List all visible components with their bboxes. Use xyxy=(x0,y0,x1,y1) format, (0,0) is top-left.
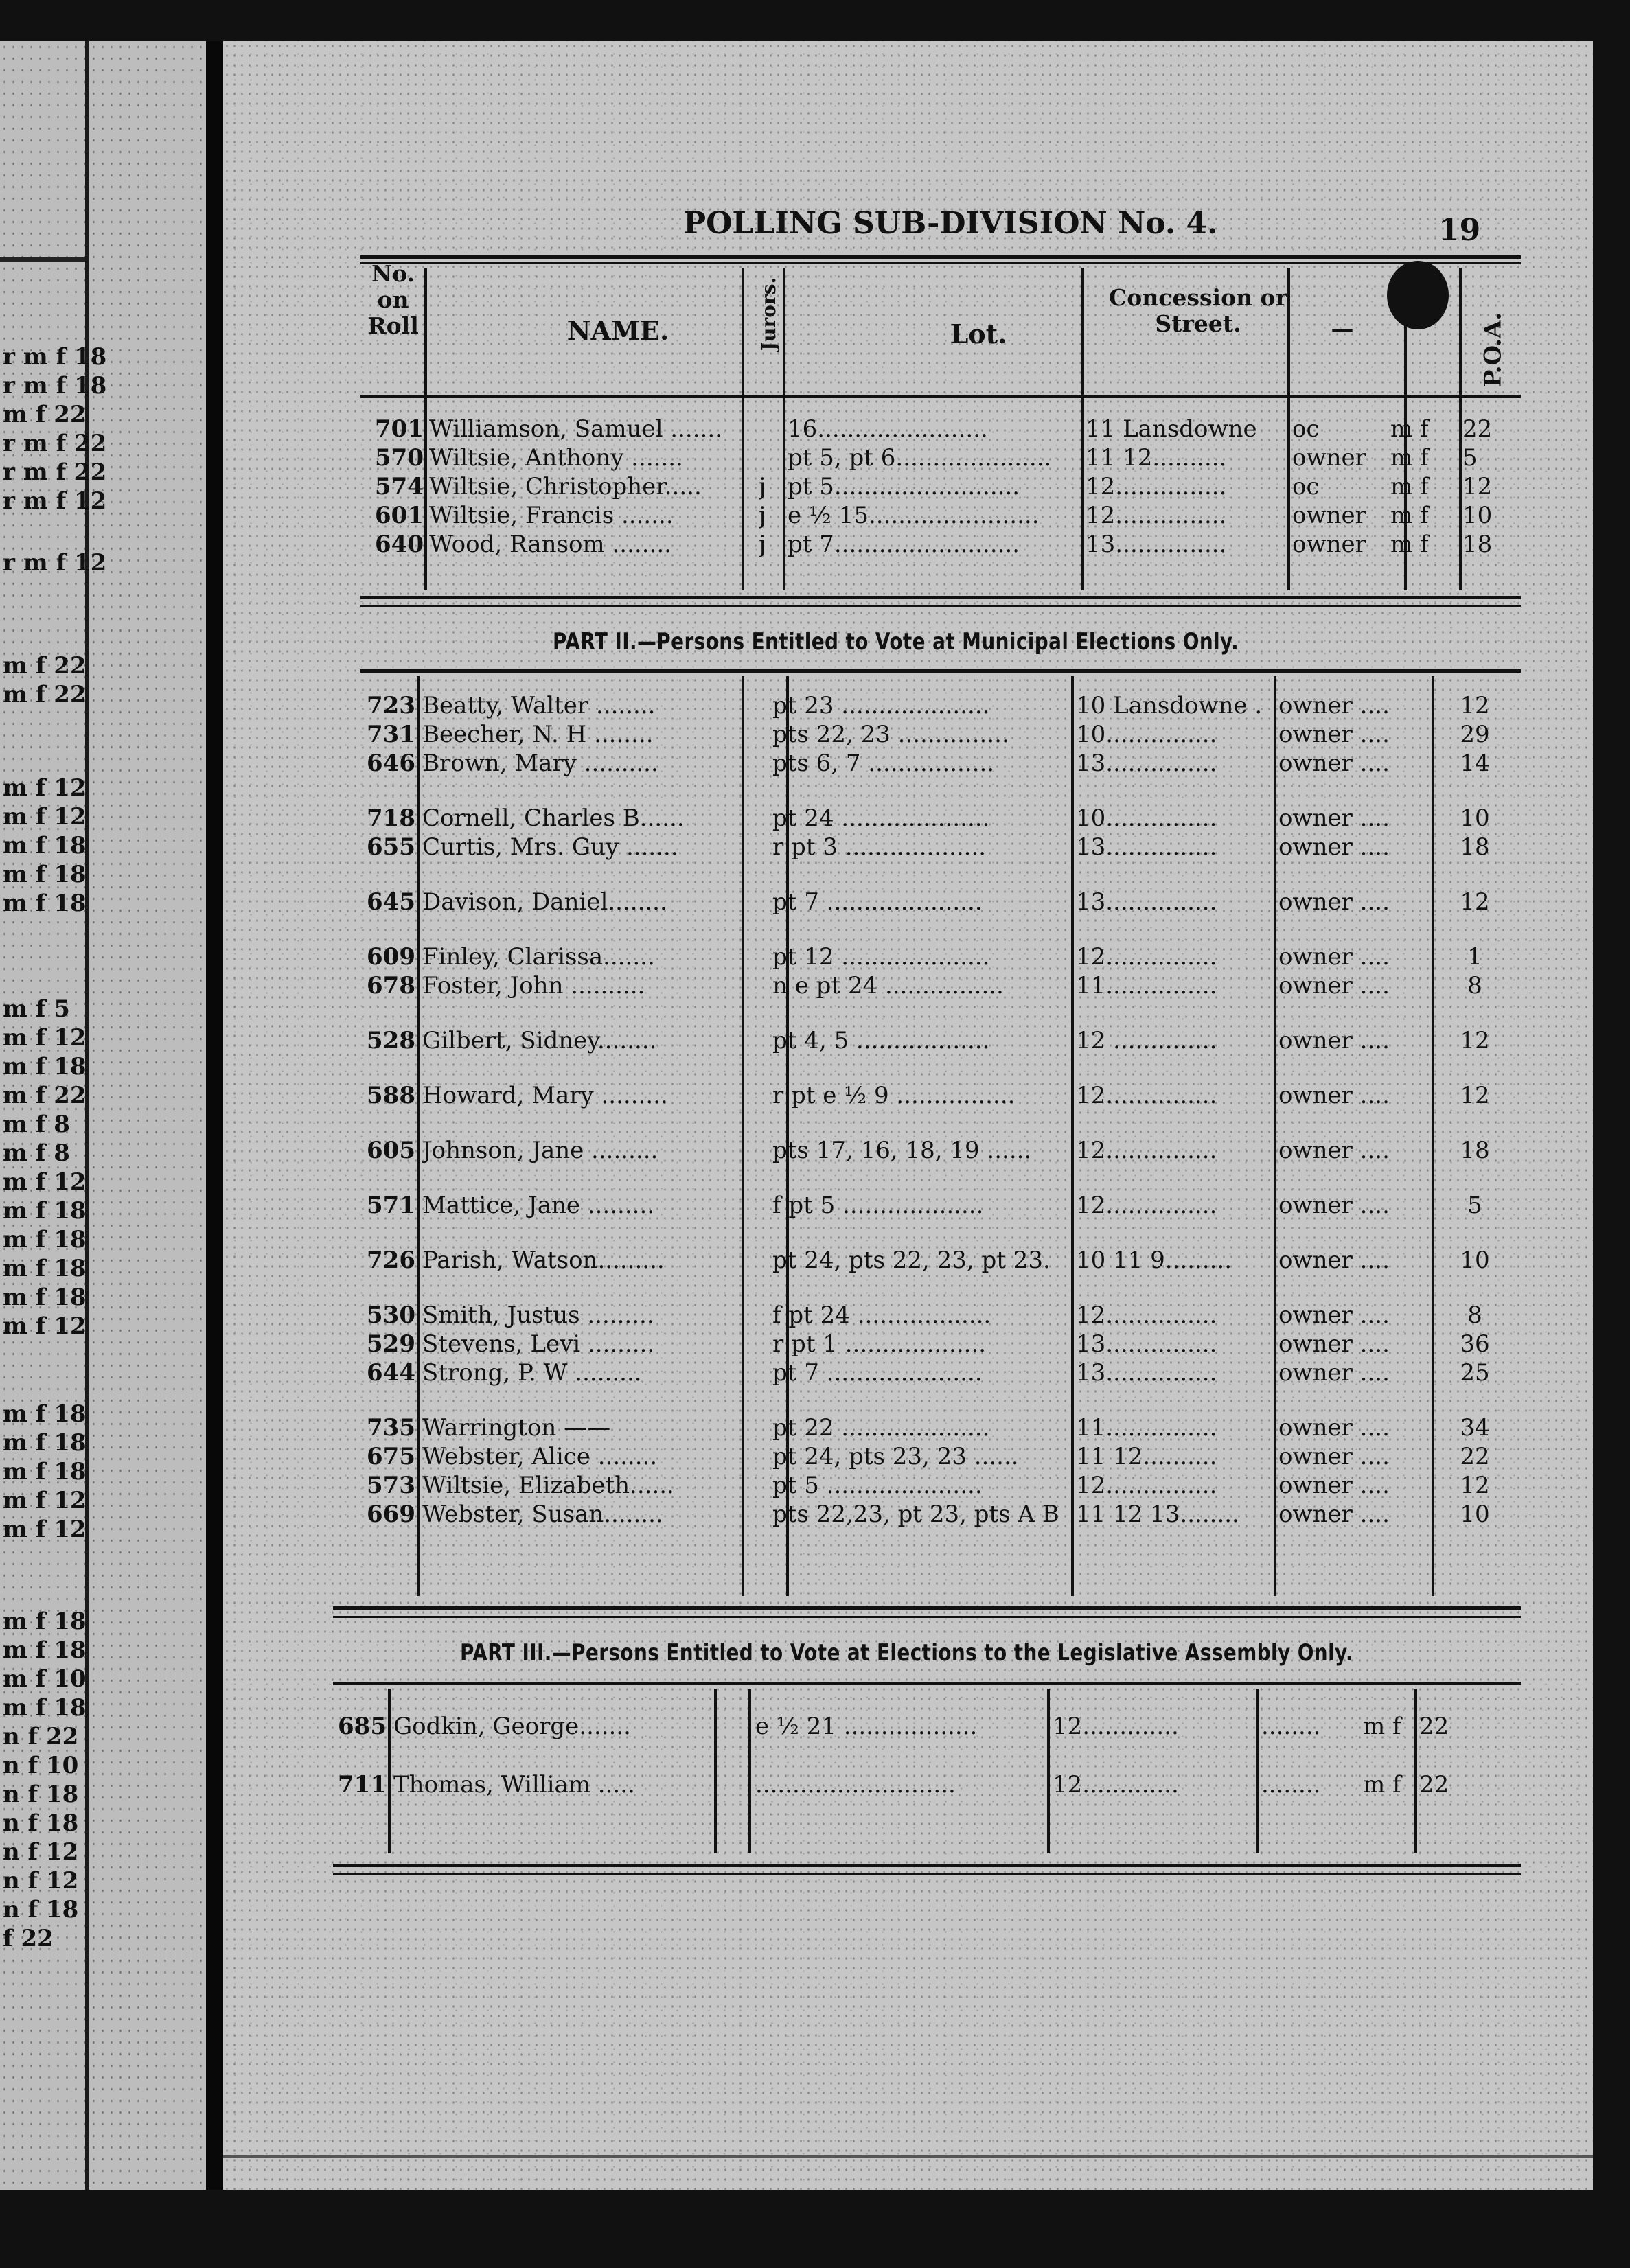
poa: 5 xyxy=(1462,444,1478,472)
concession: 11............... xyxy=(1076,972,1217,999)
poa: 10 xyxy=(1460,805,1490,832)
elector-name: Howard, Mary ......... xyxy=(422,1082,668,1109)
concession: 10............... xyxy=(1076,721,1217,748)
concession: 12............. xyxy=(1053,1713,1179,1740)
concession: 12............... xyxy=(1076,1472,1217,1499)
part2-header-rule xyxy=(360,669,1521,673)
concession: 12............... xyxy=(1076,1192,1217,1219)
left-page-value: m f 18 xyxy=(3,1197,87,1225)
poa: 22 xyxy=(1419,1713,1449,1740)
roll-number: 669 xyxy=(367,1501,415,1528)
lot: pt 22 .................... xyxy=(772,1414,990,1442)
left-page-value: m f 18 xyxy=(3,1255,87,1282)
elector-name: Webster, Alice ........ xyxy=(422,1443,658,1470)
roll-number: 605 xyxy=(367,1137,415,1164)
poa: 12 xyxy=(1460,1082,1490,1109)
elector-name: Davison, Daniel........ xyxy=(422,888,667,916)
concession: 12............. xyxy=(1053,1771,1179,1798)
elector-name: Stevens, Levi ......... xyxy=(422,1330,655,1358)
roll-number: 609 xyxy=(367,943,415,971)
status: ........ xyxy=(1261,1713,1321,1740)
poa: 12 xyxy=(1462,473,1493,500)
lot: pt 4, 5 .................. xyxy=(772,1027,990,1054)
status: owner .... xyxy=(1278,1414,1390,1442)
sex: m f xyxy=(1363,1771,1401,1798)
left-page-value: m f 12 xyxy=(3,803,87,831)
roll-number: 718 xyxy=(367,805,415,832)
concession: 12 .............. xyxy=(1076,1027,1217,1054)
lot: pts 6, 7 ................. xyxy=(772,750,995,777)
left-page-value: n f 18 xyxy=(3,1781,79,1808)
lot: pt 24 .................... xyxy=(772,805,990,832)
elector-name: Foster, John .......... xyxy=(422,972,645,999)
concession: 10 11 9......... xyxy=(1076,1247,1232,1274)
elector-name: Smith, Justus ......... xyxy=(422,1301,654,1329)
left-page-value: m f 22 xyxy=(3,401,87,428)
poa: 18 xyxy=(1462,531,1493,558)
status: owner .... xyxy=(1278,1247,1390,1274)
roll-number: 644 xyxy=(367,1359,415,1387)
sex: m f xyxy=(1390,502,1429,529)
poa: 34 xyxy=(1460,1414,1490,1442)
left-page-value: m f 18 xyxy=(3,1284,87,1311)
status: owner .... xyxy=(1278,943,1390,971)
part1-col-line xyxy=(742,268,744,590)
part1-col-line xyxy=(1081,268,1084,590)
elector-name: Wood, Ransom ........ xyxy=(429,531,671,558)
status: owner .... xyxy=(1278,1137,1390,1164)
poa: 10 xyxy=(1460,1247,1490,1274)
left-page-value: r m f 12 xyxy=(3,549,107,577)
poa: 22 xyxy=(1460,1443,1490,1470)
header-rule-top xyxy=(360,255,1521,259)
left-page-value: n f 10 xyxy=(3,1752,79,1779)
lot: n e pt 24 ................ xyxy=(772,972,1004,999)
roll-number: 645 xyxy=(367,888,415,916)
lot: pt 12 .................... xyxy=(772,943,990,971)
lot: pt 7 ..................... xyxy=(772,1359,983,1387)
concession: 13............... xyxy=(1076,833,1217,861)
book-gutter xyxy=(206,41,223,2190)
part3-col-line xyxy=(1414,1689,1417,1853)
left-page-value: r m f 22 xyxy=(3,430,107,457)
part1-end-rule-2 xyxy=(360,605,1521,608)
lot: r pt 1 ................... xyxy=(772,1330,987,1358)
left-page-value: m f 18 xyxy=(3,1636,87,1664)
part2-col-line xyxy=(1071,676,1074,1596)
elector-name: Brown, Mary .......... xyxy=(422,750,658,777)
elector-name: Gilbert, Sidney........ xyxy=(422,1027,657,1054)
lot: pt 7 ..................... xyxy=(772,888,983,916)
roll-number: 646 xyxy=(367,750,415,777)
status: owner .... xyxy=(1278,1082,1390,1109)
roll-number: 601 xyxy=(375,502,424,529)
status: owner .... xyxy=(1278,692,1390,719)
poa: 10 xyxy=(1462,502,1493,529)
concession: 12............... xyxy=(1086,473,1227,500)
concession: 12............... xyxy=(1076,1082,1217,1109)
header-rule-top-2 xyxy=(360,262,1521,264)
part3-end-rule xyxy=(333,1864,1521,1867)
elector-name: Wiltsie, Elizabeth...... xyxy=(422,1472,674,1499)
status: owner xyxy=(1292,531,1366,558)
col-roll-header: No. on Roll xyxy=(367,260,419,339)
concession: 12............... xyxy=(1076,943,1217,971)
status: owner .... xyxy=(1278,721,1390,748)
status: owner .... xyxy=(1278,833,1390,861)
elector-name: Beecher, N. H ........ xyxy=(422,721,654,748)
poa: 18 xyxy=(1460,833,1490,861)
roll-number: 685 xyxy=(338,1713,387,1740)
left-page-value: m f 18 xyxy=(3,1429,87,1457)
poa: 8 xyxy=(1467,972,1482,999)
part2-col-line xyxy=(1432,676,1434,1596)
concession: 12............... xyxy=(1086,502,1227,529)
part1-col-line xyxy=(424,268,427,590)
status: owner .... xyxy=(1278,1192,1390,1219)
left-page-value: m f 10 xyxy=(3,1665,87,1693)
roll-number: 678 xyxy=(367,972,415,999)
left-page-value: r m f 22 xyxy=(3,459,107,486)
left-page-value: m f 5 xyxy=(3,995,70,1023)
elector-name: Williamson, Samuel ....... xyxy=(429,415,722,443)
roll-number: 528 xyxy=(367,1027,415,1054)
poa: 25 xyxy=(1460,1359,1490,1387)
part2-title: PART II.—Persons Entitled to Vote at Municipal Elections Only. xyxy=(553,628,1239,656)
lot: f pt 5 ................... xyxy=(772,1192,984,1219)
left-page-value: n f 12 xyxy=(3,1867,79,1895)
left-page-value: m f 18 xyxy=(3,861,87,888)
elector-name: Cornell, Charles B...... xyxy=(422,805,685,832)
left-page-value: m f 12 xyxy=(3,774,87,802)
poa: 22 xyxy=(1419,1771,1449,1798)
poa: 29 xyxy=(1460,721,1490,748)
status: owner .... xyxy=(1278,750,1390,777)
concession: 11 12.......... xyxy=(1086,444,1227,472)
page-number: 19 xyxy=(1438,213,1481,248)
elector-name: Johnson, Jane ......... xyxy=(422,1137,658,1164)
elector-name: Wiltsie, Anthony ....... xyxy=(429,444,683,472)
poa: 18 xyxy=(1460,1137,1490,1164)
lot: pt 24, pts 22, 23, pt 23. xyxy=(772,1247,1051,1274)
status: oc xyxy=(1292,473,1320,500)
lot: 16....................... xyxy=(788,415,988,443)
part3-header-rule xyxy=(333,1682,1521,1685)
part1-end-rule xyxy=(360,596,1521,599)
part1-col-line xyxy=(1459,268,1462,590)
sex: m f xyxy=(1390,415,1429,443)
juror-mark: j xyxy=(759,473,766,500)
poa: 36 xyxy=(1460,1330,1490,1358)
elector-name: Finley, Clarissa....... xyxy=(422,943,655,971)
part1-col-line xyxy=(783,268,785,590)
lot: pt 23 .................... xyxy=(772,692,990,719)
left-page-value: m f 18 xyxy=(3,1400,87,1428)
status: oc xyxy=(1292,415,1320,443)
elector-name: Mattice, Jane ......... xyxy=(422,1192,655,1219)
poa: 12 xyxy=(1460,692,1490,719)
lot: f pt 24 .................. xyxy=(772,1301,991,1329)
part3-col-line xyxy=(1256,1689,1259,1853)
status: owner .... xyxy=(1278,1301,1390,1329)
part2-col-line xyxy=(742,676,744,1596)
lot: r pt e ½ 9 ................ xyxy=(772,1082,1015,1109)
status: owner xyxy=(1292,444,1366,472)
left-page-value: m f 18 xyxy=(3,1226,87,1253)
part3-col-line xyxy=(388,1689,391,1853)
status: ........ xyxy=(1261,1771,1321,1798)
left-page-value: m f 18 xyxy=(3,832,87,859)
elector-name: Parish, Watson......... xyxy=(422,1247,665,1274)
left-page-value: n f 22 xyxy=(3,1723,79,1750)
left-page-value: m f 18 xyxy=(3,1458,87,1485)
roll-number: 726 xyxy=(367,1247,415,1274)
concession: 12............... xyxy=(1076,1301,1217,1329)
concession: 13............... xyxy=(1076,1330,1217,1358)
elector-name: Curtis, Mrs. Guy ....... xyxy=(422,833,678,861)
status: owner .... xyxy=(1278,1359,1390,1387)
roll-number: 735 xyxy=(367,1414,415,1442)
part3-col-line xyxy=(748,1689,751,1853)
register-page xyxy=(223,41,1593,2190)
left-page-value: n f 18 xyxy=(3,1896,79,1923)
juror-mark: j xyxy=(759,502,766,529)
elector-name: Webster, Susan........ xyxy=(422,1501,663,1528)
lot: r pt 3 ................... xyxy=(772,833,987,861)
roll-number: 574 xyxy=(375,473,424,500)
concession: 13............... xyxy=(1076,750,1217,777)
part2-col-line xyxy=(417,676,420,1596)
poa: 14 xyxy=(1460,750,1490,777)
juror-mark: j xyxy=(759,531,766,558)
left-page-value: m f 18 xyxy=(3,1608,87,1635)
left-page-value: m f 18 xyxy=(3,890,87,917)
elector-name: Wiltsie, Francis ....... xyxy=(429,502,674,529)
col-lot-header: Lot. xyxy=(950,319,1007,349)
status: owner .... xyxy=(1278,805,1390,832)
left-page-fragment xyxy=(0,41,206,2190)
col-concession-header: Concession or Street. xyxy=(1109,284,1287,337)
left-page-value: m f 8 xyxy=(3,1111,70,1138)
status: owner .... xyxy=(1278,1472,1390,1499)
part1-col-line xyxy=(1287,268,1290,590)
poa: 12 xyxy=(1460,1472,1490,1499)
concession: 11............... xyxy=(1076,1414,1217,1442)
left-page-value: m f 22 xyxy=(3,681,87,708)
roll-number: 655 xyxy=(367,833,415,861)
left-page-value: m f 12 xyxy=(3,1487,87,1514)
left-page-value: r m f 18 xyxy=(3,372,107,400)
lot: e ½ 21 .................. xyxy=(755,1713,978,1740)
concession: 12............... xyxy=(1076,1137,1217,1164)
elector-name: Godkin, George....... xyxy=(393,1713,631,1740)
left-page-value: m f 22 xyxy=(3,1082,87,1109)
elector-name: Thomas, William ..... xyxy=(393,1771,635,1798)
left-page-value: m f 22 xyxy=(3,652,87,680)
left-header-rule xyxy=(0,257,86,262)
lot: pts 17, 16, 18, 19 ...... xyxy=(772,1137,1032,1164)
left-page-value: r m f 18 xyxy=(3,343,107,371)
left-page-value: r m f 12 xyxy=(3,487,107,515)
roll-number: 530 xyxy=(367,1301,415,1329)
status: owner xyxy=(1292,502,1366,529)
poa: 1 xyxy=(1467,943,1482,971)
lot: pt 5, pt 6..................... xyxy=(788,444,1052,472)
part2-end-rule-2 xyxy=(333,1616,1521,1618)
roll-number: 675 xyxy=(367,1443,415,1470)
header-rule-bottom xyxy=(360,395,1521,398)
roll-number: 731 xyxy=(367,721,415,748)
elector-name: Warrington —— xyxy=(422,1414,611,1442)
left-page-value: m f 18 xyxy=(3,1694,87,1722)
roll-number: 529 xyxy=(367,1330,415,1358)
col-status-header: — xyxy=(1331,315,1354,342)
part3-title: PART III.—Persons Entitled to Vote at Elections to the Legislative Assembly Only. xyxy=(460,1639,1354,1667)
part3-end-rule-2 xyxy=(333,1873,1521,1875)
left-page-value: n f 18 xyxy=(3,1809,79,1837)
page-bottom-line xyxy=(223,2155,1593,2158)
poa: 22 xyxy=(1462,415,1493,443)
roll-number: 723 xyxy=(367,692,415,719)
ink-blot xyxy=(1387,261,1449,329)
part2-end-rule xyxy=(333,1606,1521,1610)
status: owner .... xyxy=(1278,1443,1390,1470)
part3-col-line xyxy=(714,1689,717,1853)
left-page-value: f 22 xyxy=(3,1925,54,1952)
status: owner .... xyxy=(1278,1330,1390,1358)
roll-number: 570 xyxy=(375,444,424,472)
lot: e ½ 15....................... xyxy=(788,502,1040,529)
concession: 10............... xyxy=(1076,805,1217,832)
concession: 11 Lansdowne xyxy=(1086,415,1257,443)
left-page-value: m f 12 xyxy=(3,1024,87,1052)
lot: pt 5......................... xyxy=(788,473,1020,500)
part2-col-line xyxy=(1274,676,1276,1596)
roll-number: 571 xyxy=(367,1192,415,1219)
concession: 10 Lansdowne . xyxy=(1076,692,1263,719)
concession: 13............... xyxy=(1086,531,1227,558)
elector-name: Wiltsie, Christopher..... xyxy=(429,473,702,500)
sex: m f xyxy=(1390,473,1429,500)
poa: 12 xyxy=(1460,888,1490,916)
left-page-value: n f 12 xyxy=(3,1838,79,1866)
concession: 11 12.......... xyxy=(1076,1443,1217,1470)
poa: 10 xyxy=(1460,1501,1490,1528)
col-name-header: NAME. xyxy=(566,315,669,346)
roll-number: 640 xyxy=(375,531,424,558)
left-page-value: m f 12 xyxy=(3,1516,87,1543)
status: owner .... xyxy=(1278,972,1390,999)
left-page-value: m f 12 xyxy=(3,1168,87,1196)
status: owner .... xyxy=(1278,1027,1390,1054)
lot: ........................... xyxy=(755,1771,956,1798)
sex: m f xyxy=(1363,1713,1401,1740)
left-page-value: m f 8 xyxy=(3,1139,70,1167)
sex: m f xyxy=(1390,444,1429,472)
roll-number: 701 xyxy=(375,415,424,443)
lot: pt 5 ..................... xyxy=(772,1472,983,1499)
poa: 8 xyxy=(1467,1301,1482,1329)
elector-name: Beatty, Walter ........ xyxy=(422,692,656,719)
lot: pt 7......................... xyxy=(788,531,1020,558)
col-poa-header: P.O.A. xyxy=(1479,312,1507,388)
page-title: POLLING SUB-DIVISION No. 4. xyxy=(683,206,1218,241)
sex: m f xyxy=(1390,531,1429,558)
status: owner .... xyxy=(1278,1501,1390,1528)
lot: pts 22, 23 ............... xyxy=(772,721,1009,748)
part3-col-line xyxy=(1047,1689,1050,1853)
lot: pt 24, pts 23, 23 ...... xyxy=(772,1443,1019,1470)
poa: 12 xyxy=(1460,1027,1490,1054)
roll-number: 711 xyxy=(338,1771,387,1798)
roll-number: 573 xyxy=(367,1472,415,1499)
concession: 13............... xyxy=(1076,1359,1217,1387)
left-page-value: m f 12 xyxy=(3,1312,87,1340)
concession: 11 12 13........ xyxy=(1076,1501,1239,1528)
poa: 5 xyxy=(1467,1192,1482,1219)
concession: 13............... xyxy=(1076,888,1217,916)
roll-number: 588 xyxy=(367,1082,415,1109)
elector-name: Strong, P. W ......... xyxy=(422,1359,642,1387)
lot: pts 22,23, pt 23, pts A B xyxy=(772,1501,1059,1528)
status: owner .... xyxy=(1278,888,1390,916)
left-page-value: m f 18 xyxy=(3,1053,87,1080)
col-jurors-header: Jurors. xyxy=(757,277,780,351)
